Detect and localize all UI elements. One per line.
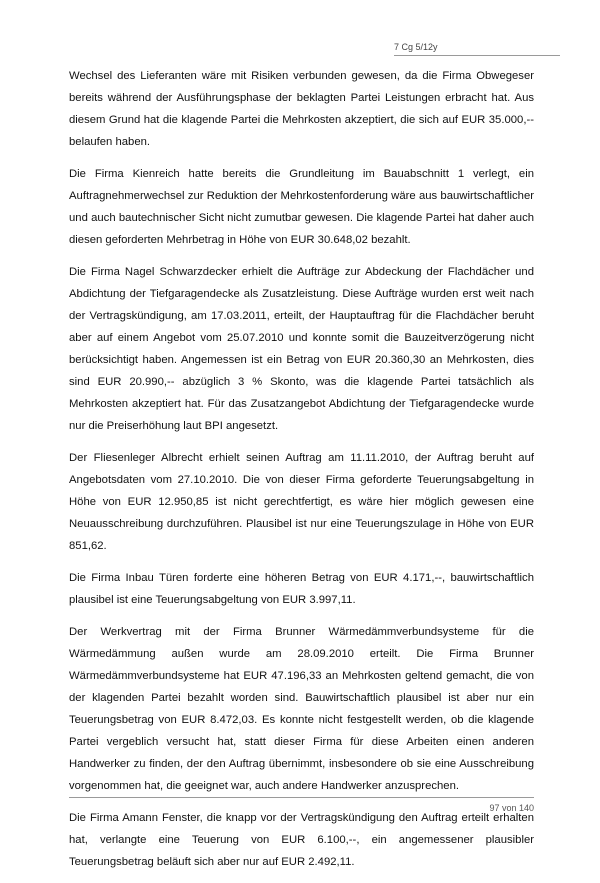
- paragraph: Die Firma Nagel Schwarzdecker erhielt die Aufträge zur Abdeckung der Flachdächer und Abdichtung der Tiefgaragendecke als Zusatzleistung. Diese Aufträge wurden erst weit nach der Vertragskündigung, am 17.03.2011, erteilt, der Hauptauftrag für die Flachdächer beruht aber auf einem Angebot vom 25.07.2010 und konnte somit die Bauzeitverzögerung nicht berücksichtigt haben. Angemessen ist ein Betrag von EUR 20.360,30 an Mehrkosten, dies sind EUR 20.990,-- abzüglich 3 % Skonto, was die klagende Partei tatsächlich als Mehrkosten akzeptiert hat. Für das Zusatzangebot Abdichtung der Tiefgaragendecke wurde nur die Preiserhöhung laut BPI angesetzt.: [69, 266, 534, 432]
- paragraph: Wechsel des Lieferanten wäre mit Risiken verbunden gewesen, da die Firma Obwegeser bereits während der Ausführungsphase der beklagten Partei Leistungen erbracht hat. Aus diesem Grund hat die klagende Partei die Mehrkosten akzeptiert, die sich auf EUR 35.000,-- belaufen haben.: [69, 70, 534, 148]
- paragraph: Der Fliesenleger Albrecht erhielt seinen Auftrag am 11.11.2010, der Auftrag beruht auf Angebotsdaten vom 27.10.2010. Die von dieser Firma geforderte Teuerungsabgeltung in Höhe von EUR 12.950,85 ist nicht gerechtfertigt, es wäre hier möglich gewesen eine Neuausschreibung durchzuführen. Plausibel ist nur eine Teuerungszulage in Höhe von EUR 851,62.: [69, 452, 534, 552]
- paragraph: Die Firma Amann Fenster, die knapp vor der Vertragskündigung den Auftrag erteilt erhalten hat, verlangte eine Teuerung von EUR 6.100,--, ein angemessener plausibler Teuerungsbetrag beläuft sich aber nur auf EUR 2.492,11.: [69, 812, 534, 868]
- header-divider: [394, 55, 560, 56]
- case-number: 7 Cg 5/12y: [394, 42, 438, 52]
- page-number: 97 von 140: [489, 803, 534, 813]
- paragraph: Die Firma Kienreich hatte bereits die Grundleitung im Bauabschnitt 1 verlegt, ein Auftragnehmerwechsel zur Reduktion der Mehrkostenforderung wäre aus bauwirtschaftlicher und auch bautechnischer Sicht nicht zumutbar gewesen. Die klagende Partei hat daher auch diesen geforderten Mehrbetrag in Höhe von EUR 30.648,02 bezahlt.: [69, 168, 534, 246]
- document-body: [69, 65, 534, 883]
- footer-divider: [69, 797, 534, 798]
- paragraph: Der Werkvertrag mit der Firma Brunner Wärmedämmverbundsysteme für die Wärmedämmung außen wurde am 28.09.2010 erteilt. Die Firma Brunner Wärmedämmverbundsysteme hat EUR 47.196,33 an Mehrkosten geltend gemacht, die von der klagenden Partei bezahlt worden sind. Bauwirtschaftlich plausibel ist aber nur ein Teuerungsbetrag von EUR 8.472,03. Es konnte nicht festgestellt werden, ob die klagende Partei vergeblich versucht hat, statt dieser Firma für diese Arbeiten einen anderen Handwerker zu finden, der den Auftrag übernimmt, insbesondere ob sie eine Ausschreibung vorgenommen hat, die geeignet war, auch andere Handwerker anzusprechen.: [69, 626, 534, 792]
- paragraph: Die Firma Inbau Türen forderte eine höheren Betrag von EUR 4.171,--, bauwirtschaftlich plausibel ist eine Teuerungsabgeltung von EUR 3.997,11.: [69, 572, 534, 606]
